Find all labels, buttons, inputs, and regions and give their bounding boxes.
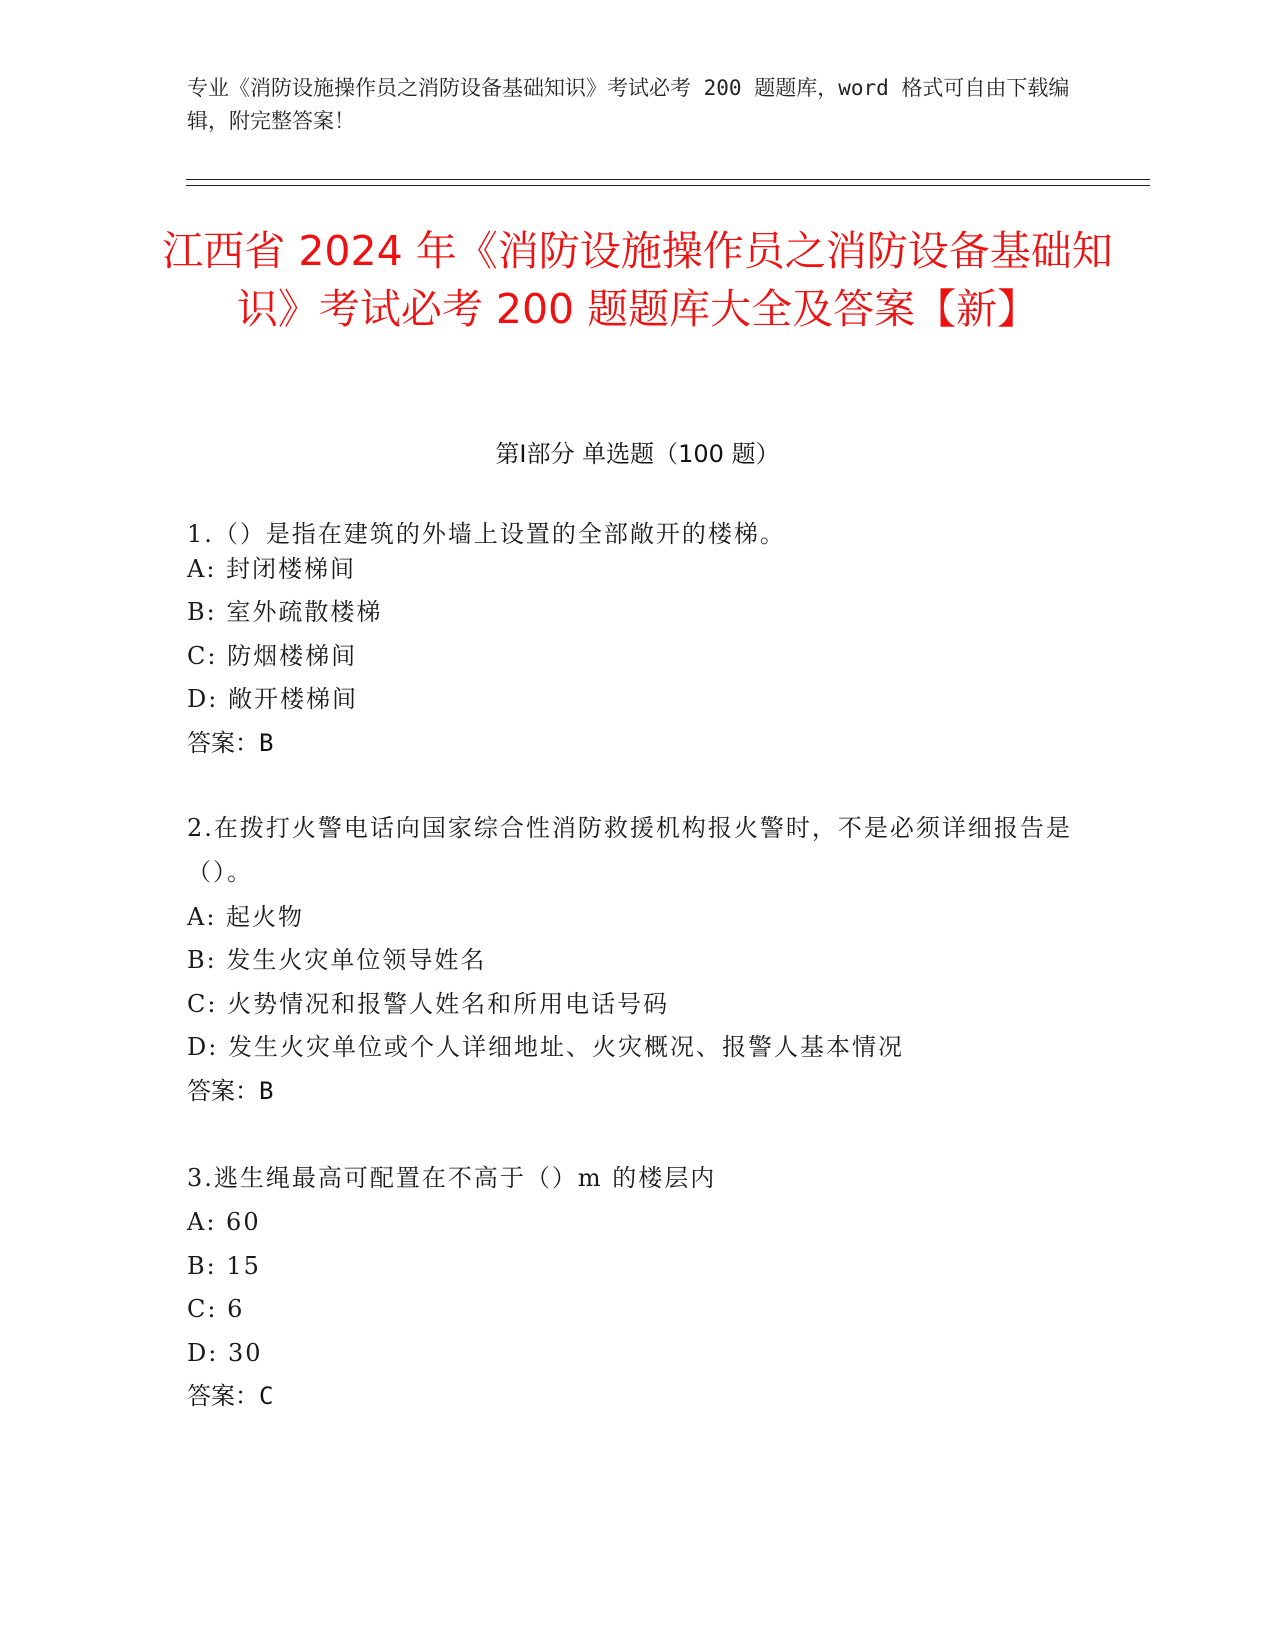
option-b: B: 发生火灾单位领导姓名 <box>187 946 487 974</box>
option-a: A: 60 <box>187 1208 261 1236</box>
option-c: C: 防烟楼梯间 <box>187 642 358 670</box>
option-d: D: 30 <box>187 1339 263 1367</box>
option-b: B: 15 <box>187 1252 261 1280</box>
page-title: 江西省 2024 年《消防设施操作员之消防设备基础知识》考试必考 200 题题库大全及答案【新】 <box>162 227 1113 333</box>
answer-line <box>187 1380 273 1412</box>
answer-label: 答案： <box>187 729 259 757</box>
question-text: 2.在拨打火警电话向国家综合性消防救援机构报火警时，不是必须详细报告是（）。 <box>187 814 1072 886</box>
header-divider-top <box>186 179 1150 180</box>
option-d: D: 发生火灾单位或个人详细地址、火灾概况、报警人基本情况 <box>187 1033 904 1061</box>
answer-value: C <box>259 1382 274 1410</box>
option-c: C: 火势情况和报警人姓名和所用电话号码 <box>187 990 670 1018</box>
question-text: 1.（）是指在建筑的外墙上设置的全部敞开的楼梯。 <box>187 520 786 548</box>
answer-line <box>187 1075 273 1107</box>
option-c: C: 6 <box>187 1295 245 1323</box>
option-a: A: 封闭楼梯间 <box>187 555 357 583</box>
answer-label: 答案： <box>187 1077 259 1105</box>
option-a: A: 起火物 <box>187 903 305 931</box>
question-text: 3.逃生绳最高可配置在不高于（）m 的楼层内 <box>187 1164 717 1192</box>
answer-value: B <box>259 729 274 757</box>
option-b: B: 室外疏散楼梯 <box>187 598 383 626</box>
answer-line <box>187 727 273 759</box>
header-divider-bottom <box>186 185 1150 186</box>
answer-value: B <box>259 1077 274 1105</box>
header-note: 专业《消防设施操作员之消防设备基础知识》考试必考 200 题题库，word 格式可自由下载编辑，附完整答案！ <box>187 76 1070 133</box>
option-d: D: 敞开楼梯间 <box>187 685 358 713</box>
answer-label: 答案： <box>187 1382 259 1410</box>
section-title: 第Ⅰ部分 单选题（100 题） <box>495 440 780 468</box>
